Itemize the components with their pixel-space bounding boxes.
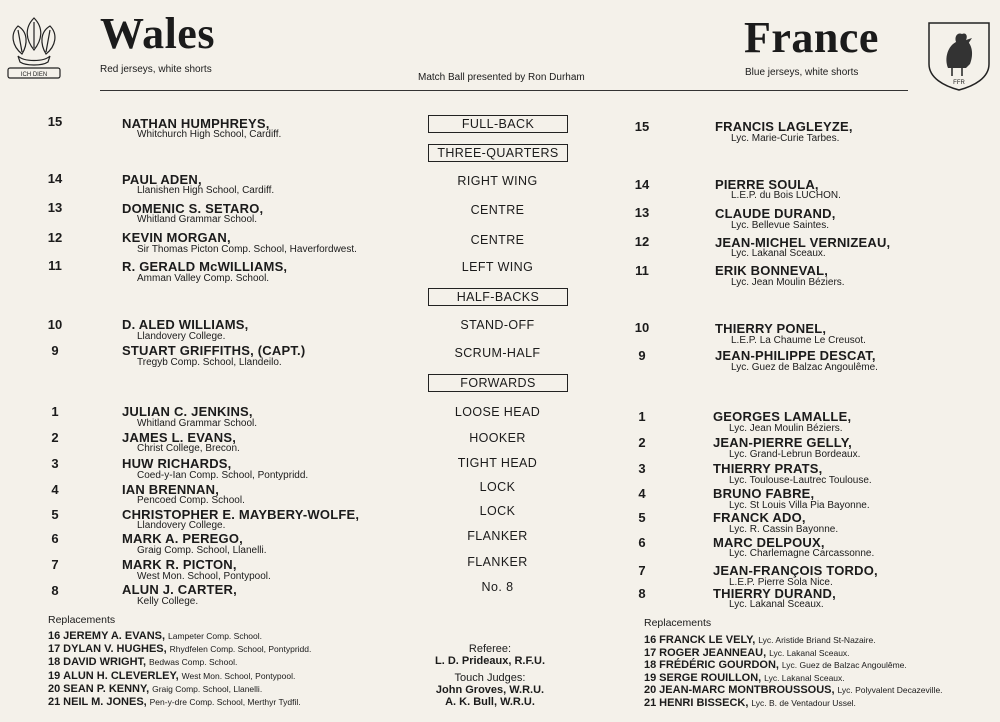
- player-name: FRANCIS LAGLEYZE,: [715, 119, 853, 134]
- position-label: No. 8: [481, 580, 514, 594]
- player-school: Sir Thomas Picton Comp. School, Haverfordwest.: [137, 244, 357, 255]
- player-school: Christ College, Brecon.: [137, 443, 240, 454]
- position-label: LEFT WING: [461, 260, 534, 274]
- player-number: 8: [638, 586, 646, 601]
- replacement-name: ROGER JEANNEAU,: [659, 647, 767, 659]
- player-name: THIERRY PONEL,: [715, 321, 827, 336]
- wales-kit: Red jerseys, white shorts: [100, 64, 212, 75]
- replacement-name: FRÉDÉRIC GOURDON,: [659, 659, 779, 671]
- player-school: Amman Valley Comp. School.: [137, 273, 270, 284]
- player-school: Graig Comp. School, Llanelli.: [137, 545, 267, 556]
- touch-judge-name: A. K. Bull, W.R.U.: [445, 696, 535, 708]
- player-name: KEVIN MORGAN,: [122, 230, 231, 245]
- section-three-quarters: THREE-QUARTERS: [428, 144, 568, 162]
- player-school: Whitland Grammar School.: [137, 214, 258, 225]
- replacement-school: Bedwas Comp. School.: [149, 657, 238, 667]
- player-name: MARC DELPOUX,: [713, 535, 825, 550]
- replacement-number: 20: [644, 684, 657, 696]
- player-number: 9: [638, 348, 646, 363]
- replacement-row: [644, 697, 856, 709]
- position-label: LOOSE HEAD: [454, 405, 541, 419]
- player-number: 7: [51, 557, 59, 572]
- france-replacements-heading: Replacements: [644, 617, 712, 629]
- replacement-school: West Mon. School, Pontypool.: [181, 671, 296, 681]
- replacement-school: Lyc. Polyvalent Decazeville.: [837, 685, 943, 695]
- referee-name: L. D. Prideaux, R.F.U.: [434, 655, 546, 667]
- player-number: 6: [638, 535, 646, 550]
- player-name: JEAN-PIERRE GELLY,: [713, 435, 852, 450]
- player-number: 3: [51, 456, 59, 471]
- replacement-number: 16: [48, 630, 61, 642]
- player-number: 6: [51, 531, 59, 546]
- player-number: 4: [51, 482, 59, 497]
- position-label: CENTRE: [470, 203, 525, 217]
- player-school: Lyc. Bellevue Saintes.: [731, 220, 830, 231]
- replacement-name: ALUN H. CLEVERLEY,: [63, 670, 179, 682]
- replacement-school: Lyc. Lakanal Sceaux.: [769, 648, 850, 658]
- replacement-number: 18: [48, 656, 61, 668]
- player-school: Tregyb Comp. School, Llandeilo.: [137, 357, 282, 368]
- player-name: HUW RICHARDS,: [122, 456, 232, 471]
- player-number: 2: [51, 430, 59, 445]
- player-school: Pencoed Comp. School.: [137, 495, 245, 506]
- france-title: France: [744, 13, 879, 62]
- replacement-row: [48, 683, 262, 695]
- replacement-name: DYLAN V. HUGHES,: [63, 643, 167, 655]
- player-number: 10: [47, 317, 63, 332]
- player-school: Lyc. Charlemagne Carcassonne.: [729, 548, 875, 559]
- replacement-row: [48, 630, 262, 642]
- position-label: CENTRE: [470, 233, 525, 247]
- player-number: 1: [638, 409, 646, 424]
- player-school: Whitchurch High School, Cardiff.: [137, 129, 282, 140]
- replacement-number: 18: [644, 659, 657, 671]
- player-number: 15: [634, 119, 650, 134]
- replacement-number: 17: [48, 643, 61, 655]
- player-number: 2: [638, 435, 646, 450]
- player-name: R. GERALD McWILLIAMS,: [122, 259, 288, 274]
- player-school: Whitland Grammar School.: [137, 418, 258, 429]
- replacement-school: Lyc. B. de Ventadour Ussel.: [751, 698, 856, 708]
- touch-judge-name: John Groves, W.R.U.: [435, 684, 545, 696]
- position-label: RIGHT WING: [457, 174, 538, 188]
- replacement-number: 21: [644, 697, 657, 709]
- player-number: 8: [51, 583, 59, 598]
- player-name: ERIK BONNEVAL,: [715, 263, 829, 278]
- replacement-school: Lyc. Guez de Balzac Angoulême.: [781, 660, 907, 670]
- replacement-row: [644, 684, 943, 696]
- player-number: 12: [634, 234, 650, 249]
- replacement-name: SEAN P. KENNY,: [63, 683, 150, 695]
- player-name: CLAUDE DURAND,: [715, 206, 836, 221]
- player-school: Lyc. Grand-Lebrun Bordeaux.: [729, 449, 861, 460]
- wales-title: Wales: [100, 9, 215, 58]
- player-name: JAMES L. EVANS,: [122, 430, 237, 445]
- player-name: BRUNO FABRE,: [713, 486, 815, 501]
- player-school: Llanishen High School, Cardiff.: [137, 185, 275, 196]
- replacement-name: JEREMY A. EVANS,: [63, 630, 166, 642]
- rooster-shield-icon: [926, 20, 992, 92]
- replacement-row: [48, 696, 301, 708]
- replacement-name: SERGE ROUILLON,: [659, 672, 762, 684]
- replacement-number: 17: [644, 647, 657, 659]
- player-school: Lyc. Toulouse-Lautrec Toulouse.: [729, 475, 872, 486]
- replacement-name: JEAN-MARC MONTBROUSSOUS,: [659, 684, 835, 696]
- svg-text:ICH DIEN: ICH DIEN: [20, 72, 48, 78]
- replacement-school: Pen-y-dre Comp. School, Merthyr Tydfil.: [149, 697, 301, 707]
- section-half-backs: HALF-BACKS: [428, 288, 568, 306]
- player-name: IAN BRENNAN,: [122, 482, 220, 497]
- player-school: Kelly College.: [137, 596, 199, 607]
- player-name: JEAN-MICHEL VERNIZEAU,: [715, 235, 891, 250]
- player-number: 11: [635, 263, 649, 278]
- position-label: TIGHT HEAD: [457, 456, 538, 470]
- player-name: STUART GRIFFITHS, (CAPT.): [122, 343, 306, 358]
- section-full-back: FULL-BACK: [428, 115, 568, 133]
- player-school: Lyc. Marie-Curie Tarbes.: [731, 133, 840, 144]
- player-school: West Mon. School, Pontypool.: [137, 571, 271, 582]
- replacement-number: 16: [644, 634, 657, 646]
- replacement-row: [644, 672, 845, 684]
- player-school: Lyc. Lakanal Sceaux.: [729, 599, 824, 610]
- player-number: 4: [638, 486, 646, 501]
- player-school: L.E.P. du Bois LUCHON.: [731, 190, 841, 201]
- player-number: 3: [638, 461, 646, 476]
- player-name: ALUN J. CARTER,: [122, 582, 237, 597]
- player-name: PAUL ADEN,: [122, 172, 202, 187]
- france-crest: [926, 20, 992, 97]
- wales-replacements-heading: Replacements: [48, 614, 116, 626]
- match-ball-text: Match Ball presented by Ron Durham: [418, 72, 585, 83]
- replacement-number: 19: [644, 672, 657, 684]
- player-school: Lyc. St Louis Villa Pia Bayonne.: [729, 500, 870, 511]
- player-school: Llandovery College.: [137, 520, 226, 531]
- wales-crest: [4, 10, 64, 85]
- player-name: GEORGES LAMALLE,: [713, 409, 852, 424]
- player-school: Lyc. R. Cassin Bayonne.: [729, 524, 839, 535]
- player-number: 9: [51, 343, 59, 358]
- player-name: NATHAN HUMPHREYS,: [122, 116, 270, 131]
- player-name: MARK R. PICTON,: [122, 557, 237, 572]
- player-school: L.E.P. La Chaume Le Creusot.: [731, 335, 866, 346]
- replacement-number: 20: [48, 683, 61, 695]
- player-school: Coed-y-Ian Comp. School, Pontypridd.: [137, 470, 309, 481]
- replacement-number: 21: [48, 696, 61, 708]
- player-name: THIERRY PRATS,: [713, 461, 823, 476]
- replacement-row: [48, 670, 295, 682]
- replacement-name: DAVID WRIGHT,: [63, 656, 147, 668]
- player-number: 12: [47, 230, 63, 245]
- prince-of-wales-feathers-icon: [4, 10, 64, 80]
- player-number: 5: [638, 510, 646, 525]
- referee-label: Referee:: [468, 643, 512, 655]
- player-number: 14: [634, 177, 650, 192]
- touch-judges-label: Touch Judges:: [454, 672, 526, 684]
- player-name: CHRISTOPHER E. MAYBERY-WOLFE,: [122, 507, 360, 522]
- player-name: JEAN-FRANÇOIS TORDO,: [713, 563, 878, 578]
- player-number: 13: [634, 205, 650, 220]
- replacement-row: [48, 656, 237, 668]
- player-school: Llandovery College.: [137, 331, 226, 342]
- header-divider: [100, 90, 908, 91]
- replacement-name: NEIL M. JONES,: [63, 696, 147, 708]
- player-name: MARK A. PEREGO,: [122, 531, 243, 546]
- replacement-school: Lyc. Lakanal Sceaux.: [764, 673, 845, 683]
- player-name: D. ALED WILLIAMS,: [122, 317, 249, 332]
- player-number: 11: [48, 258, 62, 273]
- player-school: Lyc. Jean Moulin Béziers.: [729, 423, 843, 434]
- france-kit: Blue jerseys, white shorts: [745, 67, 859, 78]
- player-name: JULIAN C. JENKINS,: [122, 404, 253, 419]
- player-name: JEAN-PHILIPPE DESCAT,: [715, 348, 876, 363]
- player-name: FRANCK ADO,: [713, 510, 806, 525]
- svg-text:FFR: FFR: [953, 80, 965, 86]
- player-number: 14: [47, 171, 63, 186]
- player-number: 7: [638, 563, 646, 578]
- player-school: Lyc. Guez de Balzac Angoulême.: [731, 362, 878, 373]
- player-school: Lyc. Jean Moulin Béziers.: [731, 277, 845, 288]
- position-label: STAND-OFF: [460, 318, 535, 332]
- player-name: DOMENIC S. SETARO,: [122, 201, 264, 216]
- position-label: SCRUM-HALF: [454, 346, 541, 360]
- player-number: 15: [47, 114, 63, 129]
- position-label: LOCK: [479, 480, 516, 494]
- replacement-number: 19: [48, 670, 61, 682]
- player-number: 10: [634, 320, 650, 335]
- position-label: HOOKER: [469, 431, 526, 445]
- player-number: 5: [51, 507, 59, 522]
- replacement-school: Lyc. Aristide Briand St-Nazaire.: [758, 635, 876, 645]
- replacement-name: FRANCK LE VELY,: [659, 634, 756, 646]
- position-label: LOCK: [479, 504, 516, 518]
- replacement-row: [644, 634, 876, 646]
- player-school: L.E.P. Pierre Sola Nice.: [729, 577, 833, 588]
- position-label: FLANKER: [467, 555, 528, 569]
- player-number: 1: [51, 404, 59, 419]
- player-name: PIERRE SOULA,: [715, 177, 819, 192]
- player-name: THIERRY DURAND,: [713, 586, 836, 601]
- replacement-school: Lampeter Comp. School.: [167, 631, 263, 641]
- player-school: Lyc. Lakanal Sceaux.: [731, 248, 826, 259]
- replacement-school: Rhydfelen Comp. School, Pontypridd.: [169, 644, 312, 654]
- replacement-school: Graig Comp. School, Llanelli.: [152, 684, 263, 694]
- replacement-name: HENRI BISSECK,: [659, 697, 749, 709]
- replacement-row: [644, 659, 907, 671]
- replacement-row: [48, 643, 311, 655]
- position-label: FLANKER: [467, 529, 528, 543]
- player-number: 13: [47, 200, 63, 215]
- section-forwards: FORWARDS: [428, 374, 568, 392]
- replacement-row: [644, 647, 850, 659]
